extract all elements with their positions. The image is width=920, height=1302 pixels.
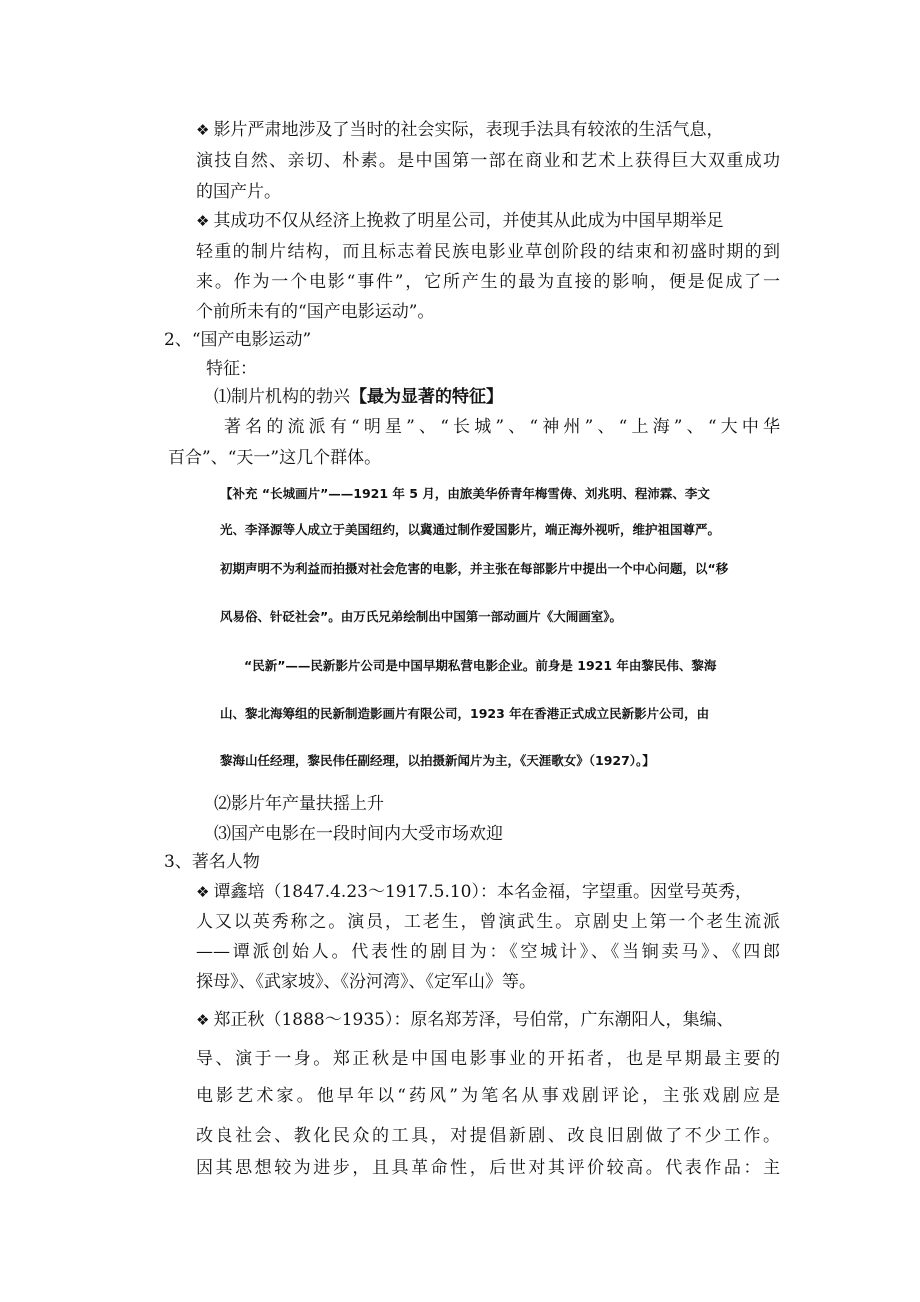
note-line: 风易俗、针砭社会”。由万氏兄弟绘制出中国第一部动画片《大闹画室》。 [220, 609, 622, 624]
paragraph-line: 改良社会、教化民众的工具，对提倡新剧、改良旧剧做了不少工作。 [196, 1126, 780, 1146]
bullet-diamond-icon: ❖ [196, 121, 210, 139]
paragraph-line: 轻重的制片结构，而且标志着民族电影业草创阶段的结束和初盛时期的到 [196, 242, 780, 262]
feature-label: 特征： [206, 359, 257, 379]
paragraph-line [196, 213, 780, 230]
bullet-diamond-icon: ❖ [196, 212, 210, 230]
note-line: 【补充 “长城画片”——1921 年 5 月，由旅美华侨青年梅雪俦、刘兆明、程沛霖、李文 [220, 486, 710, 501]
paragraph-line: 导、演于一身。郑正秋是中国电影事业的开拓者，也是早期最主要的 [196, 1049, 780, 1069]
paragraph-line: 的国产片。 [196, 182, 281, 202]
paragraph-line [196, 884, 780, 901]
note-line: 初期声明不为利益而拍摄对社会危害的电影，并主张在每部影片中提出一个中心问题，以“移 [220, 561, 729, 576]
bullet-diamond-icon: ❖ [196, 1011, 210, 1029]
paragraph-line: 百合”、“天一”这几个群体。 [168, 448, 382, 468]
paragraph-line [196, 122, 780, 139]
paragraph-line: 人又以英秀称之。演员，工老生，曾演武生。京剧史上第一个老生流派 [196, 912, 780, 932]
paragraph-line: 来。作为一个电影“事件”，它所产生的最为直接的影响，便是促成了一 [196, 272, 780, 292]
note-line: “民新”——民新影片公司是中国早期私营电影企业。前身是 1921 年由黎民伟、黎海 [244, 658, 717, 673]
section-heading: 3、著名人物 [164, 852, 260, 872]
note-line: 黎海山任经理，黎民伟任副经理，以拍摄新闻片为主，《天涯歌女》（1927）。】 [220, 753, 655, 768]
text: 郑正秋（1888～1935）：原名郑芳泽，号伯常，广东潮阳人，集编、 [213, 1010, 734, 1030]
text: ⑴制片机构的勃兴 [214, 387, 350, 407]
section-heading: 2、“国产电影运动” [164, 330, 312, 350]
text: 影片严肃地涉及了当时的社会实际，表现手法具有较浓的生活气息， [213, 120, 724, 140]
paragraph-line: 电影艺术家。他早年以“药风”为笔名从事戏剧评论，主张戏剧应是 [196, 1086, 780, 1106]
paragraph-line: 著名的流派有“明星”、“长城”、“神州”、“上海”、“大中华 [224, 417, 780, 437]
list-item: ⑶国产电影在一段时间内大受市场欢迎 [214, 824, 503, 844]
note-line: 光、李泽源等人成立于美国纽约，以冀通过制作爱国影片，端正海外视听，维护祖国尊严。 [220, 522, 721, 537]
paragraph-line: 因其思想较为进步，且具革命性，后世对其评价较高。代表作品：主 [196, 1158, 780, 1178]
note-line: 山、黎北海筹组的民新制造影画片有限公司，1923 年在香港正式成立民新影片公司，由 [220, 706, 710, 721]
emphasis-text: 【最为显著的特征】 [350, 387, 503, 407]
bullet-diamond-icon: ❖ [196, 883, 210, 901]
list-item: ⑵影片年产量扶摇上升 [214, 794, 384, 814]
text: 其成功不仅从经济上挽救了明星公司，并使其从此成为中国早期举足 [213, 211, 724, 231]
paragraph-line [196, 1012, 780, 1029]
text: 谭鑫培（1847.4.23～1917.5.10）：本名金福，字望重。因堂号英秀， [213, 882, 752, 902]
paragraph-line: 个前所未有的“国产电影运动”。 [196, 302, 435, 322]
paragraph-line: 探母》、《武家坡》、《汾河湾》、《定军山》等。 [196, 972, 536, 992]
paragraph-line: ——谭派创始人。代表性的剧目为：《空城计》、《当锏卖马》、《四郎 [196, 942, 780, 962]
paragraph-line: 演技自然、亲切、朴素。是中国第一部在商业和艺术上获得巨大双重成功 [196, 151, 780, 171]
list-item [214, 389, 503, 406]
